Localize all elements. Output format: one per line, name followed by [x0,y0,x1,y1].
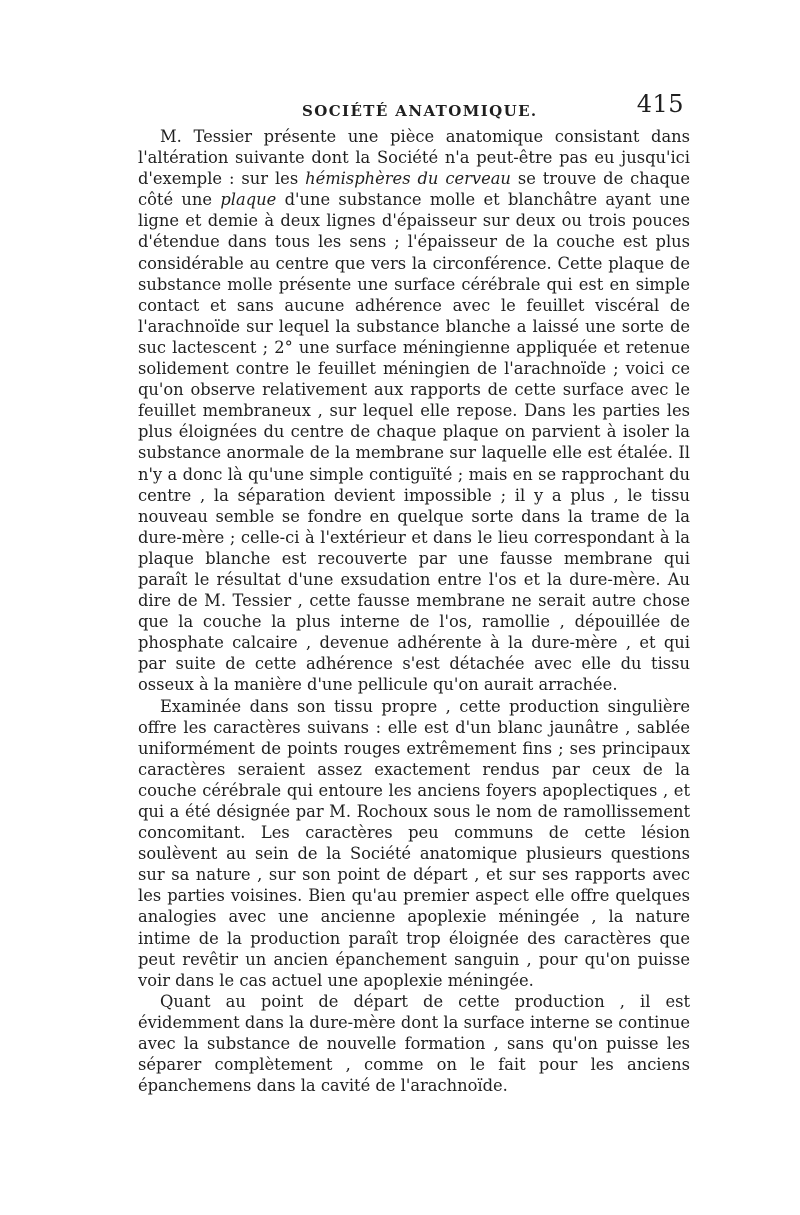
running-head [142,86,686,128]
paragraph-one-part-3: se trouve de chaque côté une [138,169,691,210]
paragraph-one-part-5: d'une substance molle et blanchâtre ayant une ligne et demie à deux lignes d'épaisseur sur deux ou trois pouces d'étendue dans tous les sens ; l'épaisseur de la couche est plus considérable au centre que vers la circonférence. Cette plaque de substance molle présente une surface cérébrale qui est en simple contact et sans aucune adhérence avec le feuillet viscéral de l'arachnoïde sur lequel la substance blanche a laissé une sorte de suc lactescent ; 2° une surface méningienne appliquée et retenue solidement contre le feuillet méningien de l'arachnoïde ; voici ce qu'on observe relativement aux rapports de cette surface avec le feuillet membraneux , sur lequel elle repose. Dans les parties les plus éloignées du centre de chaque plaque on parvient à isoler la substance anormale de la membrane sur laquelle elle est étalée. Il n'y a donc là qu'une simple contiguïté ; mais en se rapprochant du centre , la séparation devient impossible ; il y a plus , le tissu nouveau semble se fondre en quelque sorte dans la trame de la dure-mère ; celle-ci à l'extérieur et dans le lieu correspondant à la plaque blanche est recouverte par une fausse membrane qui paraît le résultat d'une exsudation entre l'os et la dure-mère. Au dire de M. Tessier , cette fausse membrane ne serait autre chose que la couche la plus interne de l'os, ramollie , dépouillée de phosphate calcaire , devenue adhérente à la dure-mère , et qui par suite de cette adhérence s'est détachée avec elle du tissu osseux à la manière d'une pellicule qu'on aurait arrachée. [138,190,690,695]
faint-show-through-text [452,1030,677,1048]
paragraph-one-italic-plaque: plaque [220,190,277,210]
paragraph-one-italic-hemispheres: hémisphères du cerveau [305,169,511,189]
paragraph-three-text: Quant au point de départ de cette production , il est évidemment dans la dure-mère dont la surface interne se continue avec la substance de nouvelle formation , sans qu'on puisse les séparer complètement , comme on le fait pour les anciens épanchemens dans la cavité de l'arachnoïde. [138,991,690,1096]
running-title: SOCIÉTÉ ANATOMIQUE. [302,102,538,120]
faint-show-through-text [490,927,665,945]
paragraph-one [138,126,690,696]
faint-show-through-text [420,652,650,670]
paragraph-two-text: Examinée dans son tissu propre , cette production singulière offre les caractères suivans : elle est d'un blanc jaunâtre , sablée uniformément de points rouges extrêmement fins ; ses principaux caractères seraient assez exactement rendus par ceux de la couche cérébrale qui entoure les anciens foyers apoplectiques , et qui a été désignée par M. Rochoux sous le nom de ramollissement concomitant. Les caractères peu communs de cette lésion soulèvent au sein de la Société anatomique plusieurs questions sur sa nature , sur son point de départ , et sur ses rapports avec les parties voisines. Bien qu'au premier aspect elle offre quelques analogies avec une ancienne apoplexie méningée , la nature intime de la production paraît trop éloignée des caractères que peut revêtir un ancien épanchement sanguin , pour qu'on puisse voir dans le cas actuel une apoplexie méningée. [138,696,690,990]
article-body [138,126,690,1096]
page-number: 415 [636,90,684,118]
paragraph-two [138,696,690,991]
paragraph-one-part-1: M. Tessier présente une pièce anatomique consistant dans l'altération suivante dont la Société n'a peut-être pas eu jusqu'ici d'exemple : sur les [138,127,690,189]
